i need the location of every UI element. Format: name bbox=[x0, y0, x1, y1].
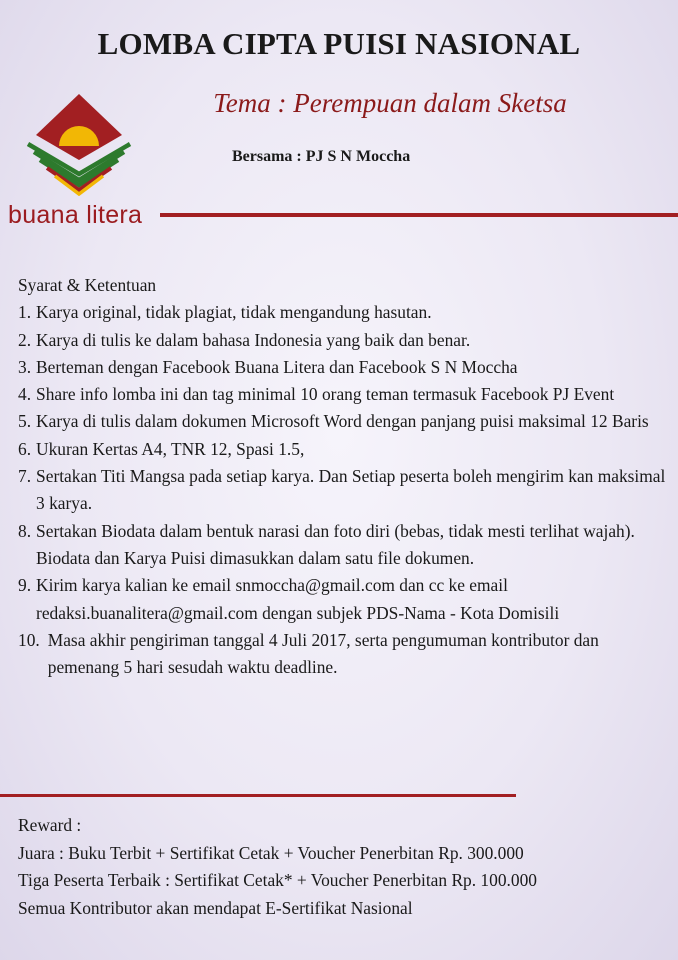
reward-heading: Reward : bbox=[18, 815, 82, 835]
brand-name: buana litera bbox=[8, 201, 143, 229]
item-number: 7. bbox=[18, 466, 32, 487]
list-item bbox=[18, 518, 668, 573]
item-number: 8. bbox=[18, 520, 32, 541]
item-text: Kirim karya kalian ke email snmoccha@gmail.com dan cc ke email redaksi.buanalitera@gmail.com dengan subjek PDS-Nama - Kota Domisili bbox=[36, 575, 560, 623]
item-number: 9. bbox=[18, 575, 32, 596]
list-item bbox=[18, 463, 668, 518]
item-text: Sertakan Titi Mangsa pada setiap karya. Dan Setiap peserta boleh mengirim kan maksimal 3 karya. bbox=[36, 466, 666, 514]
item-text: Masa akhir pengiriman tanggal 4 Juli 2017, serta pengumuman kontributor dan pemenang 5 hari sesudah waktu deadline. bbox=[47, 629, 599, 678]
item-text: Sertakan Biodata dalam bentuk narasi dan foto diri (bebas, tidak mesti terlihat wajah). Biodata dan Karya Puisi dimasukkan dalam satu file dokumen. bbox=[36, 520, 635, 568]
reward-line-contributors: Semua Kontributor akan mendapat E-Sertifikat Nasional bbox=[18, 897, 413, 918]
header-divider bbox=[160, 213, 678, 217]
reward-section bbox=[18, 812, 668, 922]
reward-line-winner: Juara : Buku Terbit + Sertifikat Cetak + Voucher Penerbitan Rp. 300.000 bbox=[18, 842, 524, 863]
list-item bbox=[18, 354, 668, 381]
list-item bbox=[18, 436, 668, 463]
item-text: Ukuran Kertas A4, TNR 12, Spasi 1.5, bbox=[36, 438, 305, 459]
item-number: 10. bbox=[18, 629, 40, 650]
reward-divider bbox=[0, 794, 516, 797]
reward-line-top-three: Tiga Peserta Terbaik : Sertifikat Cetak* + Voucher Penerbitan Rp. 100.000 bbox=[18, 870, 537, 890]
page-title: LOMBA CIPTA PUISI NASIONAL bbox=[97, 26, 581, 61]
item-number: 3. bbox=[18, 356, 32, 377]
item-text: Karya di tulis dalam dokumen Microsoft Word dengan panjang puisi maksimal 12 Baris bbox=[36, 411, 649, 432]
item-text: Berteman dengan Facebook Buana Litera dan Facebook S N Moccha bbox=[36, 356, 518, 377]
list-item bbox=[18, 299, 668, 326]
book-sunrise-logo-icon bbox=[20, 88, 138, 196]
item-text: Share info lomba ini dan tag minimal 10 orang teman termasuk Facebook PJ Event bbox=[36, 384, 615, 405]
item-number: 5. bbox=[18, 411, 32, 432]
list-item bbox=[18, 627, 668, 682]
item-number: 2. bbox=[18, 329, 32, 350]
item-number: 4. bbox=[18, 384, 32, 405]
item-number: 6. bbox=[18, 438, 32, 459]
partner-line: Bersama : PJ S N Moccha bbox=[232, 148, 411, 165]
list-item bbox=[18, 381, 668, 408]
theme-subtitle: Tema : Perempuan dalam Sketsa bbox=[213, 88, 567, 118]
terms-list bbox=[18, 299, 668, 681]
terms-heading: Syarat & Ketentuan bbox=[18, 275, 157, 295]
item-number: 1. bbox=[18, 302, 32, 323]
item-text: Karya di tulis ke dalam bahasa Indonesia yang baik dan benar. bbox=[36, 329, 471, 350]
list-item bbox=[18, 327, 668, 354]
list-item bbox=[18, 408, 668, 435]
list-item bbox=[18, 572, 668, 627]
terms-section bbox=[18, 272, 668, 681]
item-text: Karya original, tidak plagiat, tidak mengandung hasutan. bbox=[36, 302, 432, 323]
